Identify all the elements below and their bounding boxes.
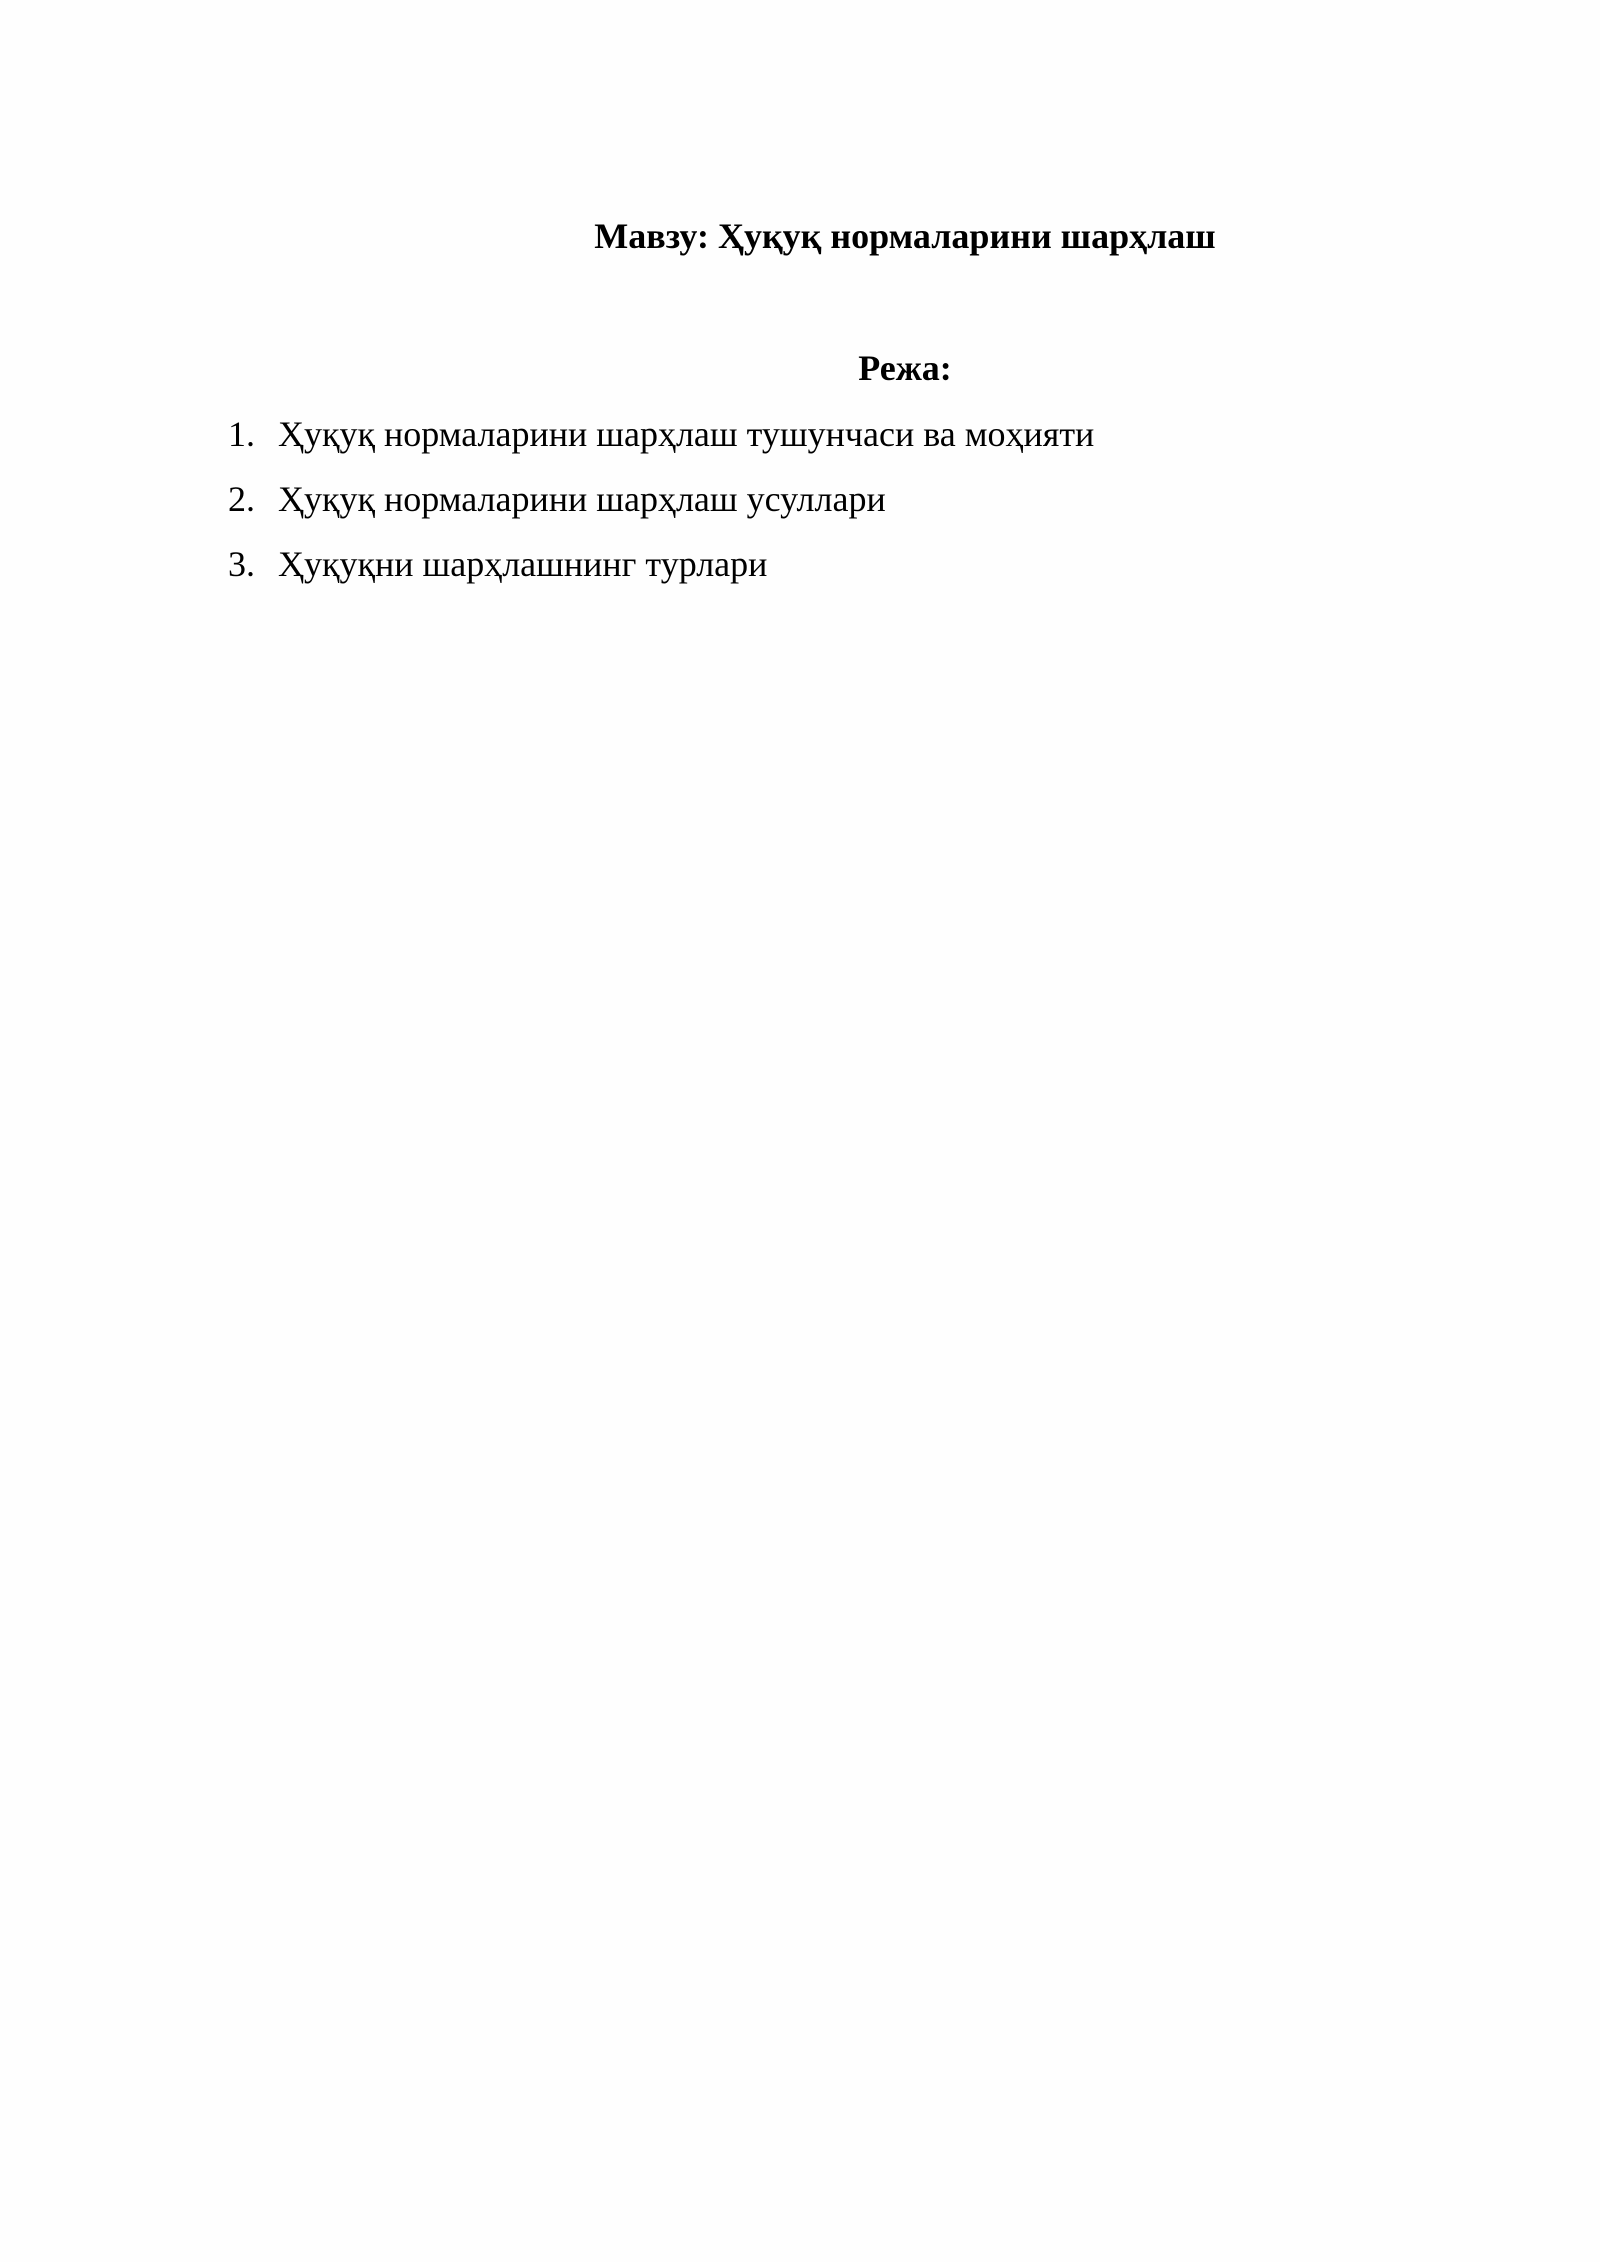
list-item [228, 542, 1094, 607]
list-item-text: Ҳуқуқни шарҳлашнинг турлари [278, 544, 768, 584]
list-item [228, 412, 1094, 477]
list-item-number: 2. [228, 479, 255, 519]
list-item [228, 477, 1094, 542]
plan-list [228, 412, 1094, 607]
document-title: Мавзу: Ҳуқуқ нормаларини шарҳлаш [594, 216, 1216, 256]
list-item-number: 3. [228, 544, 255, 584]
list-item-text: Ҳуқуқ нормаларини шарҳлаш тушунчаси ва моҳияти [278, 414, 1095, 454]
plan-heading: Режа: [858, 348, 952, 388]
list-item-number: 1. [228, 414, 255, 454]
list-item-text: Ҳуқуқ нормаларини шарҳлаш усуллари [278, 479, 886, 519]
